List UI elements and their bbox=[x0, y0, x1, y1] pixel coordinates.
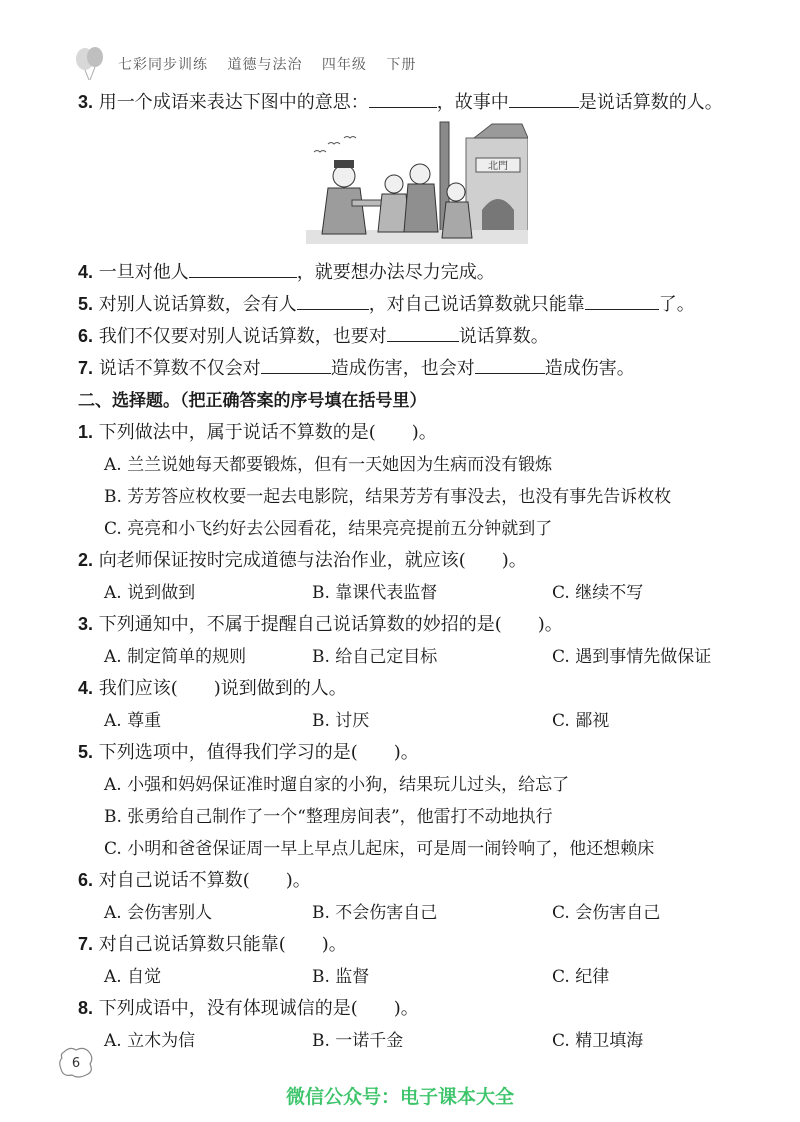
question-text: 对自己说话算数只能靠( )。 bbox=[98, 934, 347, 955]
question-number: 3. bbox=[78, 614, 94, 634]
answer-blank[interactable] bbox=[509, 89, 579, 108]
choice-question-3 bbox=[78, 610, 563, 636]
choice-question-5 bbox=[78, 738, 419, 764]
question-number: 1. bbox=[78, 422, 94, 442]
option-c[interactable]: C. 亮亮和小飞约好去公园看花，结果亮亮提前五分钟就到了 bbox=[104, 519, 553, 539]
question-number: 7. bbox=[78, 934, 94, 954]
question-text: 说话算数。 bbox=[458, 326, 549, 347]
section-title: 二、选择题。（把正确答案的序号填在括号里） bbox=[78, 391, 427, 411]
question-text: 造成伤害。 bbox=[544, 358, 635, 379]
question-text: 用一个成语来表达下图中的意思： bbox=[98, 92, 369, 113]
answer-blank[interactable] bbox=[261, 355, 331, 374]
header-volume: 下册 bbox=[386, 57, 417, 73]
footer-watermark: 微信公众号：电子课本大全 bbox=[285, 1086, 514, 1108]
header-title bbox=[118, 54, 430, 74]
option-b[interactable]: B. 靠课代表监督 bbox=[312, 583, 438, 603]
choice-question-1 bbox=[78, 418, 437, 444]
question-text: 造成伤害，也会对 bbox=[330, 358, 475, 379]
page-number-badge bbox=[58, 1046, 94, 1078]
header-subject: 道德与法治 bbox=[227, 57, 303, 73]
fill-question-7 bbox=[78, 354, 635, 380]
question-text: 说话不算数不仅会对 bbox=[98, 358, 261, 379]
question-number: 3. bbox=[78, 92, 94, 112]
option-a[interactable]: A. 制定简单的规则 bbox=[104, 647, 247, 667]
question-text: ，故事中 bbox=[436, 92, 509, 113]
option-a[interactable]: A. 兰兰说她每天都要锻炼，但有一天她因为生病而没有锻炼 bbox=[104, 455, 553, 475]
question-number: 4. bbox=[78, 678, 94, 698]
fill-question-5 bbox=[78, 290, 695, 316]
question-number: 5. bbox=[78, 294, 94, 314]
gate-sign: 北門 bbox=[488, 161, 508, 172]
option-a[interactable]: A. 说到做到 bbox=[104, 583, 196, 603]
fill-question-6 bbox=[78, 322, 549, 348]
option-a[interactable]: A. 尊重 bbox=[104, 711, 162, 731]
option-b[interactable]: B. 张勇给自己制作了一个“整理房间表”，他雷打不动地执行 bbox=[104, 807, 553, 827]
question-number: 6. bbox=[78, 326, 94, 346]
question-number: 4. bbox=[78, 262, 94, 282]
choice-question-2 bbox=[78, 546, 527, 572]
question-text: 我们应该( )说到做到的人。 bbox=[98, 678, 347, 699]
option-a[interactable]: A. 小强和妈妈保证准时遛自家的小狗，结果玩儿过头，给忘了 bbox=[104, 775, 570, 795]
option-a[interactable]: A. 立木为信 bbox=[104, 1031, 196, 1051]
question-text: 我们不仅要对别人说话算数，也要对 bbox=[98, 326, 387, 347]
story-illustration bbox=[306, 118, 528, 244]
answer-blank[interactable] bbox=[189, 259, 297, 278]
choice-question-6 bbox=[78, 866, 311, 892]
header-series: 七彩同步训练 bbox=[118, 57, 208, 73]
choice-question-7 bbox=[78, 930, 347, 956]
fill-question-4 bbox=[78, 258, 495, 284]
option-a[interactable]: A. 自觉 bbox=[104, 967, 162, 987]
question-text: ，就要想办法尽力完成。 bbox=[296, 262, 495, 283]
header-grade: 四年级 bbox=[321, 57, 367, 73]
question-number: 7. bbox=[78, 358, 94, 378]
question-text: 对自己说话不算数( )。 bbox=[98, 870, 311, 891]
option-c[interactable]: C. 遇到事情先做保证 bbox=[552, 647, 712, 667]
choice-question-8 bbox=[78, 994, 419, 1020]
option-b[interactable]: B. 给自己定目标 bbox=[312, 647, 438, 667]
question-text: 一旦对他人 bbox=[98, 262, 189, 283]
option-c[interactable]: C. 小明和爸爸保证周一早上早点儿起床，可是周一闹铃响了，他还想赖床 bbox=[104, 839, 655, 859]
answer-blank[interactable] bbox=[585, 291, 659, 310]
option-b[interactable]: B. 一诺千金 bbox=[312, 1031, 404, 1051]
question-text: ，对自己说话算数就只能靠 bbox=[368, 294, 585, 315]
answer-blank[interactable] bbox=[369, 89, 437, 108]
option-b[interactable]: B. 讨厌 bbox=[312, 711, 370, 731]
option-c[interactable]: C. 纪律 bbox=[552, 967, 610, 987]
question-number: 8. bbox=[78, 998, 94, 1018]
answer-blank[interactable] bbox=[475, 355, 545, 374]
option-b[interactable]: B. 监督 bbox=[312, 967, 370, 987]
question-text: 下列成语中，没有体现诚信的是( )。 bbox=[98, 998, 419, 1019]
answer-blank[interactable] bbox=[387, 323, 459, 342]
option-c[interactable]: C. 鄙视 bbox=[552, 711, 610, 731]
question-number: 5. bbox=[78, 742, 94, 762]
choice-question-4 bbox=[78, 674, 347, 700]
question-text: 了。 bbox=[658, 294, 695, 315]
option-b[interactable]: B. 不会伤害自己 bbox=[312, 903, 438, 923]
option-a[interactable]: A. 会伤害别人 bbox=[104, 903, 213, 923]
question-text: 下列选项中，值得我们学习的是( )。 bbox=[98, 742, 419, 763]
question-number: 6. bbox=[78, 870, 94, 890]
balloon-icon bbox=[72, 46, 108, 82]
option-b[interactable]: B. 芳芳答应枚枚要一起去电影院，结果芳芳有事没去，也没有事先告诉枚枚 bbox=[104, 487, 672, 507]
question-text: 下列做法中，属于说话不算数的是( )。 bbox=[98, 422, 437, 443]
question-text: 是说话算数的人。 bbox=[578, 92, 723, 113]
option-c[interactable]: C. 继续不写 bbox=[552, 583, 644, 603]
question-number: 2. bbox=[78, 550, 94, 570]
question-text: 向老师保证按时完成道德与法治作业，就应该( )。 bbox=[98, 550, 527, 571]
page-number: 6 bbox=[71, 1056, 81, 1071]
answer-blank[interactable] bbox=[297, 291, 369, 310]
question-text: 下列通知中，不属于提醒自己说话算数的妙招的是( )。 bbox=[98, 614, 563, 635]
question-text: 对别人说话算数，会有人 bbox=[98, 294, 297, 315]
fill-question-3 bbox=[78, 88, 723, 114]
option-c[interactable]: C. 会伤害自己 bbox=[552, 903, 661, 923]
option-c[interactable]: C. 精卫填海 bbox=[552, 1031, 644, 1051]
